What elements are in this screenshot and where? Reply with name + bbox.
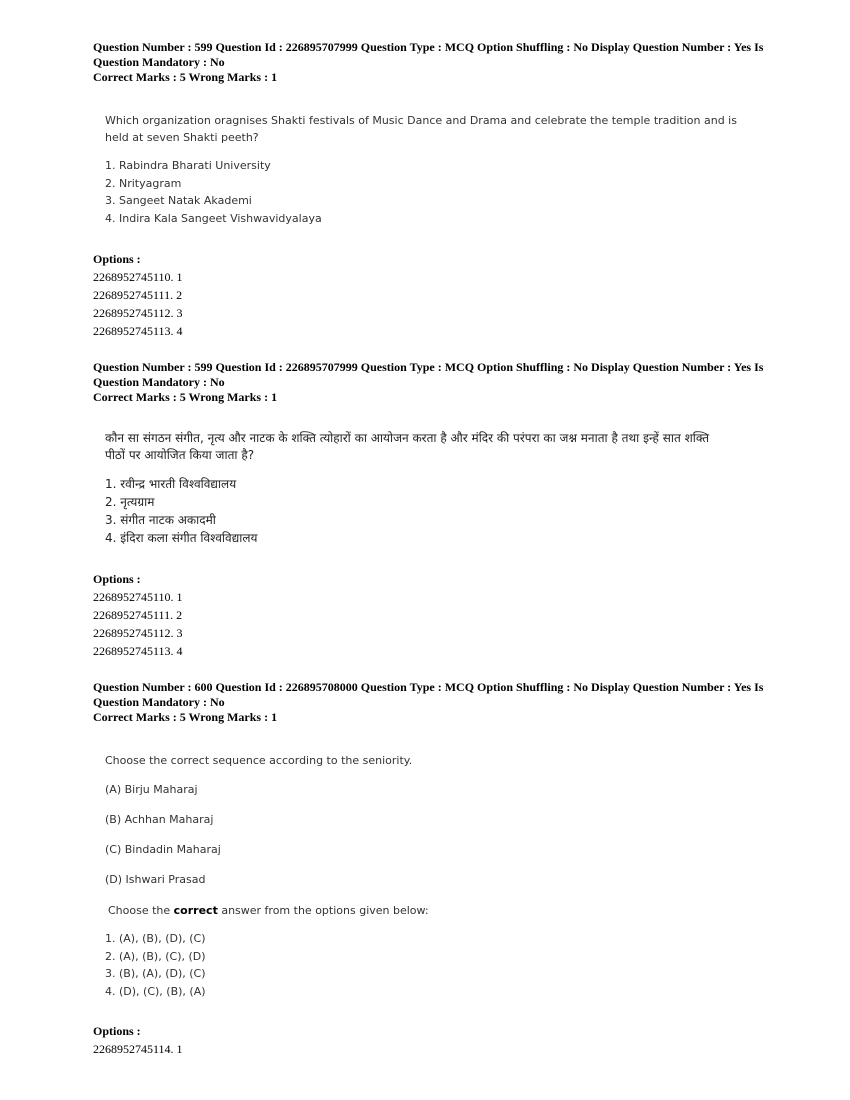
option-id: 2268952745112. 3	[93, 306, 183, 320]
instruction-post: answer from the options given below:	[217, 904, 429, 917]
instruction-pre: Choose the	[108, 904, 174, 917]
statement-item: (A) Birju Maharaj	[105, 783, 198, 796]
choice-list	[105, 475, 745, 547]
statement-item: (C) Bindadin Maharaj	[105, 843, 221, 856]
options-section	[93, 1022, 393, 1058]
question-meta	[93, 360, 793, 405]
meta-line: Question Mandatory : No	[93, 695, 225, 709]
choice-list	[105, 930, 206, 1000]
statement-item: (B) Achhan Maharaj	[105, 813, 214, 826]
option-id: 2268952745111. 2	[93, 608, 183, 622]
choice-list	[105, 157, 745, 227]
choice-item: 1. Rabindra Bharati University	[105, 159, 271, 172]
meta-line: Correct Marks : 5 Wrong Marks : 1	[93, 710, 278, 724]
instruction-text	[108, 902, 429, 919]
question-body	[105, 752, 745, 1002]
meta-line: Question Mandatory : No	[93, 375, 225, 389]
choice-item: 3. (B), (A), (D), (C)	[105, 967, 206, 980]
options-section	[93, 250, 393, 340]
options-section	[93, 570, 393, 660]
meta-line: Correct Marks : 5 Wrong Marks : 1	[93, 70, 278, 84]
choice-item: 2. नृत्यग्राम	[105, 495, 155, 509]
statement-item: (D) Ishwari Prasad	[105, 873, 206, 886]
meta-line: Question Number : 599 Question Id : 226895707999 Question Type : MCQ Option Shuffling : No Display Question Number : Yes Is	[93, 40, 764, 54]
option-id: 2268952745113. 4	[93, 644, 183, 658]
option-id: 2268952745110. 1	[93, 590, 183, 604]
question-text-line: Which organization oragnises Shakti festivals of Music Dance and Drama and celebrate the temple tradition and is	[105, 114, 737, 127]
choice-item: 1. (A), (B), (D), (C)	[105, 932, 206, 945]
question-text-line: कौन सा संगठन संगीत, नृत्य और नाटक के शक्ति त्योहारों का आयोजन करता है और मंदिर की परंपरा का जश्न मनाता है तथा इन्हें सात शक्ति	[105, 431, 710, 445]
option-id: 2268952745112. 3	[93, 626, 183, 640]
option-id: 2268952745111. 2	[93, 288, 183, 302]
choice-item: 4. Indira Kala Sangeet Vishwavidyalaya	[105, 211, 322, 225]
option-id: 2268952745114. 1	[93, 1042, 183, 1056]
choice-item: 3. संगीत नाटक अकादमी	[105, 513, 216, 527]
option-id: 2268952745110. 1	[93, 270, 183, 284]
choice-item: 4. (D), (C), (B), (A)	[105, 984, 206, 998]
question-text-line: पीठों पर आयोजित किया जाता है?	[105, 448, 255, 462]
meta-line: Question Number : 600 Question Id : 226895708000 Question Type : MCQ Option Shuffling : No Display Question Number : Yes Is	[93, 680, 764, 694]
options-heading: Options :	[93, 1024, 141, 1038]
instruction-bold: correct	[173, 904, 218, 917]
choice-item: 2. Nrityagram	[105, 176, 182, 190]
options-heading: Options :	[93, 252, 141, 266]
choice-item: 2. (A), (B), (C), (D)	[105, 949, 206, 963]
question-text-line: held at seven Shakti peeth?	[105, 131, 259, 144]
options-heading: Options :	[93, 572, 141, 586]
meta-line: Question Mandatory : No	[93, 55, 225, 69]
question-body	[105, 112, 745, 227]
choice-item: 1. रवीन्द्र भारती विश्वविद्यालय	[105, 477, 237, 491]
meta-line: Question Number : 599 Question Id : 226895707999 Question Type : MCQ Option Shuffling : No Display Question Number : Yes Is	[93, 360, 764, 374]
meta-line: Correct Marks : 5 Wrong Marks : 1	[93, 390, 278, 404]
choice-item: 4. इंदिरा कला संगीत विश्वविद्यालय	[105, 531, 258, 545]
choice-item: 3. Sangeet Natak Akademi	[105, 194, 252, 207]
question-meta	[93, 40, 793, 85]
question-text-line: Choose the correct sequence according to the seniority.	[105, 754, 413, 767]
option-id: 2268952745113. 4	[93, 324, 183, 338]
question-body	[105, 430, 745, 547]
question-meta	[93, 680, 793, 725]
